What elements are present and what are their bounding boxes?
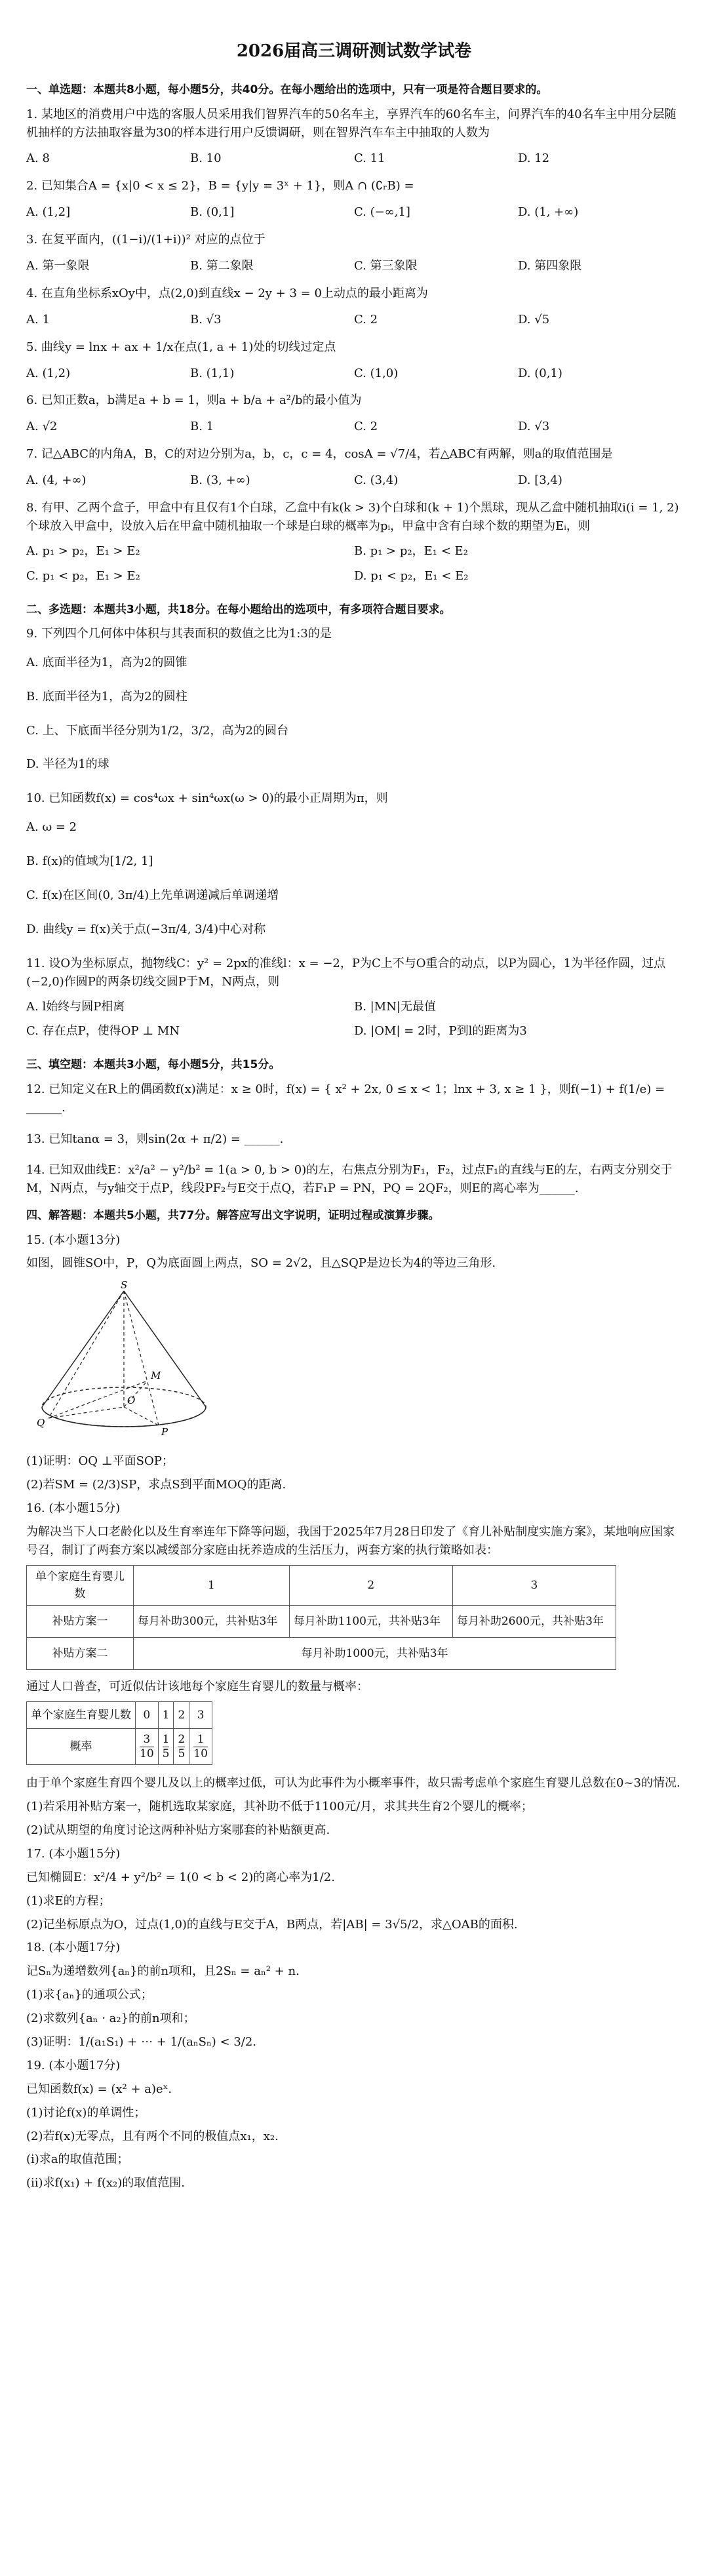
option-c: C. 2 <box>354 420 378 434</box>
question-15-part-2: (2)若SM = (2/3)SP，求点S到平面MOQ的距离. <box>26 1478 286 1492</box>
table-cell: 补贴方案二 <box>27 1638 134 1670</box>
table-header-cell: 3 <box>452 1565 616 1606</box>
question-7-stem: 7. 记△ABC的内角A，B，C的对边分别为a，b，c，c = 4，cosA = √7/4，若△ABC有两解，则a的取值范围是 <box>26 447 613 462</box>
label-p: P <box>161 1426 168 1438</box>
question-5-stem: 5. 曲线y = lnx + ax + 1/x在点(1, a + 1)处的切线过定点 <box>26 340 336 354</box>
option-a: A. 底面半径为1，高为2的圆锥 <box>26 655 187 669</box>
option-d: D. 曲线y = f(x)关于点(−3π/4, 3/4)中心对称 <box>26 922 266 936</box>
question-3-options <box>26 257 682 275</box>
option-d: D. 第四象限 <box>518 258 582 273</box>
fraction-cell <box>189 1729 212 1765</box>
option-b: B. 底面半径为1，高为2的圆柱 <box>26 689 187 703</box>
question-15-header: 15. (本小题13分) <box>26 1233 121 1247</box>
table-header-row <box>27 1565 616 1606</box>
option-c: C. p₁ < p₂，E₁ > E₂ <box>26 568 140 583</box>
question-6-options <box>26 418 682 436</box>
section-2-heading: 二、多选题：本题共3小题，共18分。在每小题给出的选项中，有多项符合题目要求。 <box>26 603 451 616</box>
denominator: 10 <box>193 1747 208 1760</box>
question-2-stem: 2. 已知集合A = {x|0 < x ≤ 2}，B = {y|y = 3ˣ + 1}，则A ∩ (∁ᵣB) = <box>26 179 414 193</box>
question-16-part-2: (2)试从期望的角度讨论这两种补贴方案哪套的补贴额更高. <box>26 1823 330 1837</box>
table-header-cell: 2 <box>289 1565 452 1606</box>
table-row <box>27 1638 616 1670</box>
option-d: D. p₁ < p₂，E₁ < E₂ <box>354 568 469 583</box>
option-d: D. [3,4) <box>518 473 562 488</box>
option-b: B. (1,1) <box>190 366 235 380</box>
question-5-options <box>26 365 682 383</box>
fraction-cell <box>174 1729 189 1765</box>
question-17-header: 17. (本小题15分) <box>26 1846 121 1861</box>
question-16-note: 由于单个家庭生育四个婴儿及以上的概率过低，可认为此事件为小概率事件，故只需考虑单个家庭生育婴儿总数在0~3的情况. <box>26 1776 680 1791</box>
numerator: 3 <box>140 1733 154 1747</box>
table-cell: 每月补助1000元，共补贴3年 <box>134 1638 616 1670</box>
fraction-cell <box>136 1729 159 1765</box>
base-circle-front <box>42 1407 206 1427</box>
option-b: B. √3 <box>190 312 222 327</box>
segment-sq <box>49 1291 124 1418</box>
option-b: B. 1 <box>190 420 214 434</box>
table-header-cell: 1 <box>158 1702 174 1729</box>
question-18-stem: 记Sₙ为递增数列{aₙ}的前n项和，且2Sₙ = aₙ² + n. <box>26 1964 300 1979</box>
question-16-mid-text: 通过人口普查，可近似估计该地每个家庭生育婴儿的数量与概率： <box>26 1680 368 1694</box>
option-d: D. |OM| = 2时，P到l的距离为3 <box>354 1024 527 1039</box>
option-c: C. f(x)在区间(0, 3π/4)上先单调递减后单调递增 <box>26 888 279 903</box>
section-3-heading: 三、填空题：本题共3小题，每小题5分，共15分。 <box>26 1058 281 1072</box>
probability-table <box>26 1701 212 1765</box>
numerator: 1 <box>193 1733 208 1747</box>
table-header-cell: 1 <box>134 1565 290 1606</box>
denominator: 5 <box>178 1747 186 1760</box>
option-d: D. (1, +∞) <box>518 205 579 220</box>
table-header-cell: 0 <box>136 1702 159 1729</box>
question-6-stem: 6. 已知正数a，b满足a + b = 1，则a + b/a + a²/b的最小值为 <box>26 393 362 408</box>
table-cell: 每月补助1100元，共补贴3年 <box>289 1606 452 1638</box>
option-a: A. 8 <box>26 151 50 166</box>
table-row <box>27 1729 212 1765</box>
question-10-stem: 10. 已知函数f(x) = cos⁴ωx + sin⁴ωx(ω > 0)的最小正周期为π，则 <box>26 791 388 806</box>
table-cell: 概率 <box>27 1729 136 1765</box>
option-a: A. 1 <box>26 312 50 327</box>
numerator: 1 <box>162 1733 170 1747</box>
question-16-part-1: (1)若采用补贴方案一，随机选取某家庭，其补助不低于1100元/月，求其共生育2个婴儿的概率； <box>26 1800 533 1814</box>
exam-page <box>26 0 682 2192</box>
fraction-cell <box>158 1729 174 1765</box>
option-c: C. 第三象限 <box>354 258 418 273</box>
question-14: 14. 已知双曲线E：x²/a² − y²/b² = 1(a > 0, b > 0)的左，右焦点分别为F₁，F₂，过点F₁的直线与E的左，右两支分别交于M，N两点，与y轴交于点P，线段PF₂与E交于点Q，若F₁P = PN，PQ = 2QF₂，则E的离心率为______. <box>26 1163 673 1196</box>
question-11-stem: 11. 设O为坐标原点，抛物线C：y² = 2px的准线l：x = −2，P为C上不与O重合的动点，以P为圆心，1为半径作圆，过点(−2,0)作圆P的两条切线交圆P于M，N两点，则 <box>26 956 666 989</box>
table-cell: 每月补助300元，共补贴3年 <box>134 1606 290 1638</box>
question-16-header: 16. (本小题15分) <box>26 1501 121 1515</box>
label-s: S <box>121 1279 128 1292</box>
question-18-header: 18. (本小题17分) <box>26 1941 121 1955</box>
question-17-part-2: (2)记坐标原点为O，过点(1,0)的直线与E交于A，B两点，若|AB| = 3√5/2，求△OAB的面积. <box>26 1917 518 1932</box>
question-1-options <box>26 149 682 168</box>
question-8-options <box>26 542 682 592</box>
table-cell: 每月补助2600元，共补贴3年 <box>452 1606 616 1638</box>
option-b: B. (0,1] <box>190 205 235 220</box>
option-b: B. (3, +∞) <box>190 473 250 488</box>
option-a: A. p₁ > p₂，E₁ > E₂ <box>26 544 140 558</box>
question-2-options <box>26 203 682 222</box>
option-d: D. (0,1) <box>518 366 562 380</box>
option-d: D. 12 <box>518 151 550 166</box>
question-4-stem: 4. 在直角坐标系xOy中，点(2,0)到直线x − 2y + 3 = 0上动点的最小距离为 <box>26 286 428 300</box>
question-11-options <box>26 998 682 1048</box>
option-a: A. (1,2] <box>26 205 71 220</box>
denominator: 10 <box>140 1747 154 1760</box>
option-c: C. (1,0) <box>354 366 399 380</box>
question-19-part-2-i: (i)求a的取值范围； <box>26 2152 129 2167</box>
denominator: 5 <box>162 1747 170 1760</box>
question-18-part-3: (3)证明：1/(a₁S₁) + ⋯ + 1/(aₙSₙ) < 3/2. <box>26 2035 257 2050</box>
question-13: 13. 已知tanα = 3，则sin(2α + π/2) = ______. <box>26 1132 284 1146</box>
question-1-stem: 1. 某地区的消费用户中选的客服人员采用我们智界汽车的50名车主，享界汽车的60名车主，问界汽车的40名车主中用分层随机抽样的方法抽取容量为30的样本进行用户反馈调研，则在智界汽车车主中抽取的人数为 <box>26 107 677 140</box>
table-row <box>27 1606 616 1638</box>
option-c: C. 2 <box>354 312 378 327</box>
question-15-part-1: (1)证明：OQ ⊥平面SOP； <box>26 1454 174 1469</box>
table-header-cell: 3 <box>189 1702 212 1729</box>
table-cell: 补贴方案一 <box>27 1606 134 1638</box>
numerator: 2 <box>178 1733 186 1747</box>
question-4-options <box>26 311 682 329</box>
exam-title: 2026届高三调研测试数学试卷 <box>236 41 472 61</box>
question-9-stem: 9. 下列四个几何体中体积与其表面积的数值之比为1:3的是 <box>26 626 332 641</box>
option-d: D. √3 <box>518 420 550 434</box>
option-b: B. 10 <box>190 151 222 166</box>
section-4-heading: 四、解答题：本题共5小题，共77分。解答应写出文字说明，证明过程或演算步骤。 <box>26 1209 440 1223</box>
segment-op <box>124 1407 159 1425</box>
option-b: B. |MN|无最值 <box>354 999 436 1014</box>
option-a: A. (1,2) <box>26 366 71 380</box>
option-c: C. (−∞,1] <box>354 205 410 220</box>
label-q: Q <box>37 1417 45 1429</box>
option-a: A. ω = 2 <box>26 820 77 835</box>
option-a: A. (4, +∞) <box>26 473 87 488</box>
question-15-stem: 如图，圆锥SO中，P，Q为底面圆上两点，SO = 2√2，且△SQP是边长为4的等边三角形. <box>26 1256 496 1271</box>
option-b: B. f(x)的值域为[1/2, 1] <box>26 854 153 869</box>
question-19-part-1: (1)讨论f(x)的单调性； <box>26 2105 146 2120</box>
table-header-cell: 单个家庭生育婴儿数 <box>27 1702 136 1729</box>
question-17-stem: 已知椭圆E：x²/4 + y²/b² = 1(0 < b < 2)的离心率为1/2. <box>26 1870 335 1884</box>
section-1-heading: 一、单选题：本题共8小题，每小题5分，共40分。在每小题给出的选项中，只有一项是符合题目要求的。 <box>26 83 548 97</box>
table-header-cell: 2 <box>174 1702 189 1729</box>
question-7-options <box>26 471 682 490</box>
option-b: B. 第二象限 <box>190 258 254 273</box>
question-19-part-2-ii: (ii)求f(x₁) + f(x₂)的取值范围. <box>26 2176 185 2190</box>
option-d: D. √5 <box>518 312 550 327</box>
segment-qo <box>49 1407 124 1418</box>
option-c: C. 11 <box>354 151 385 166</box>
label-m: M <box>151 1370 161 1382</box>
option-c: C. 上、下底面半径分别为1/2，3/2，高为2的圆台 <box>26 723 288 738</box>
question-18-part-2: (2)求数列{aₙ · a₂}的前n项和； <box>26 2011 195 2026</box>
question-17-part-1: (1)求E的方程； <box>26 1893 111 1908</box>
option-c: C. 存在点P，使得OP ⊥ MN <box>26 1024 180 1039</box>
question-19-part-2: (2)若f(x)无零点，且有两个不同的极值点x₁，x₂. <box>26 2129 279 2143</box>
label-o: O <box>127 1395 136 1407</box>
cone-diagram <box>29 1279 226 1440</box>
table-header-row <box>27 1702 212 1729</box>
question-3-stem: 3. 在复平面内，((1−i)/(1+i))² 对应的点位于 <box>26 233 266 247</box>
option-c: C. (3,4) <box>354 473 399 488</box>
option-a: A. √2 <box>26 420 58 434</box>
question-16-stem: 为解决当下人口老龄化以及生育率连年下降等问题，我国于2025年7月28日印发了《育儿补贴制度实施方案》，某地响应国家号召，制订了两套方案以减缓部分家庭由抚养造成的生活压力，两套方案的执行策略如表： <box>26 1524 675 1557</box>
cone-figure <box>29 1279 682 1446</box>
question-12: 12. 已知定义在R上的偶函数f(x)满足：x ≥ 0时，f(x) = { x² + 2x, 0 ≤ x < 1；lnx + 3, x ≥ 1 }，则f(−1) + f(1/e) = ______. <box>26 1082 665 1115</box>
option-a: A. l始终与圆P相离 <box>26 999 125 1014</box>
table-header-cell: 单个家庭生育婴儿数 <box>27 1565 134 1606</box>
question-8-stem: 8. 有甲、乙两个盒子，甲盒中有且仅有1个白球，乙盒中有k(k > 3)个白球和(k + 1)个黑球，现从乙盒中随机抽取i(i = 1, 2)个球放入甲盒中，设放入后在甲盒中随机抽取一个球是白球的概率为pᵢ，甲盒中含有白球个数的期望为Eᵢ，则 <box>26 501 679 533</box>
option-a: A. 第一象限 <box>26 258 90 273</box>
question-18-part-1: (1)求{aₙ}的通项公式； <box>26 1988 153 2002</box>
option-b: B. p₁ > p₂，E₁ < E₂ <box>354 544 468 558</box>
question-19-stem: 已知函数f(x) = (x² + a)eˣ. <box>26 2082 172 2096</box>
option-d: D. 半径为1的球 <box>26 757 109 772</box>
question-19-header: 19. (本小题17分) <box>26 2058 121 2072</box>
subsidy-table <box>26 1565 616 1671</box>
